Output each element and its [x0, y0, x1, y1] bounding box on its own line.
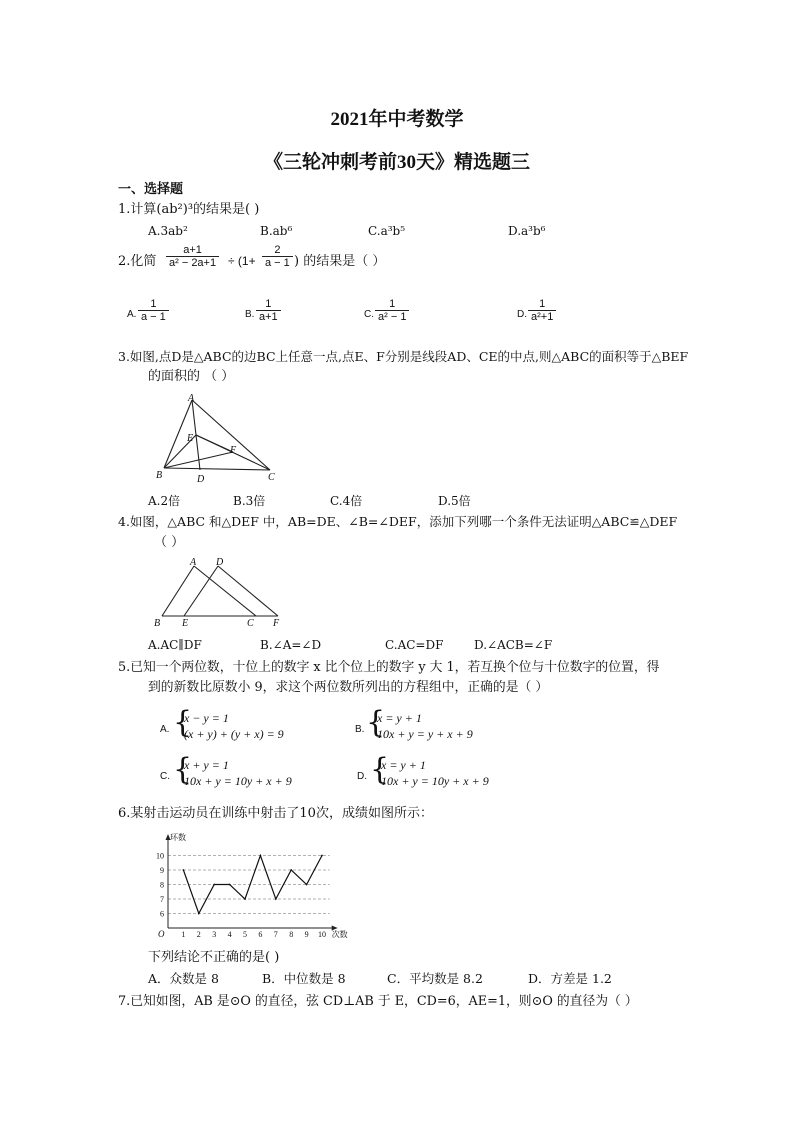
chart-x-tick-6: 6: [258, 930, 263, 939]
chart-y-tick-9: 9: [160, 866, 164, 875]
q5-option-d-label: D.: [357, 771, 367, 782]
q4-label-d: D: [216, 557, 224, 568]
q5-option-b: [377, 710, 473, 742]
chart-x-tick-9: 9: [304, 930, 309, 939]
q1-stem: 1.计算(ab²)³的结果是( ): [118, 202, 260, 217]
q1-option-c: C.a³b⁵: [368, 224, 406, 238]
chart-grid: [168, 856, 330, 914]
q2-prefix: 2.化简: [118, 254, 157, 269]
q2-suffix: ) 的结果是（ ）: [294, 254, 386, 269]
q2-option-c-label: C.: [364, 309, 374, 320]
q4-line2: （ ）: [154, 535, 185, 550]
q3-label-c: C: [268, 472, 275, 483]
q3-option-c: C.4倍: [330, 494, 363, 508]
q3-line2: 的面积的 （ ）: [148, 369, 235, 384]
q2-a-num: 1: [150, 298, 157, 310]
chart-point-5: [244, 898, 246, 900]
chart-point-6: [260, 855, 262, 857]
chart-y-tick-8: 8: [160, 880, 164, 890]
chart-point-1: [183, 869, 185, 871]
q2-divide: ÷ (1+: [228, 254, 256, 268]
q5-option-b-label: B.: [355, 724, 365, 735]
q2-a-den: a − 1: [138, 310, 169, 323]
q2-option-b: [256, 298, 281, 323]
q6-line-chart: [140, 830, 380, 942]
q5-option-d: [381, 757, 489, 789]
chart-x-tick-3: 3: [212, 930, 217, 939]
q3-label-f: F: [230, 445, 237, 456]
q3-line1: 3.如图,点D是△ABC的边BC上任意一点,点E、F分别是线段AD、CE的中点,则△ABC的面积等于△BEF: [118, 349, 689, 364]
q5-d-eq1: x = y + 1: [381, 758, 426, 772]
q5-b-brace: {: [366, 705, 386, 740]
q3-option-b: B.3倍: [233, 494, 266, 508]
chart-y-tick-6: 6: [160, 909, 164, 919]
q3-triangle-figure: [150, 392, 290, 484]
q2-fraction-2: [262, 244, 293, 269]
q2-f1-numerator: a+1: [183, 244, 202, 256]
q5-a-brace: {: [173, 705, 193, 740]
chart-x-tick-4: 4: [227, 930, 232, 939]
q5-a-eq2: (x + y) + (y + x) = 9: [184, 727, 284, 741]
q3-label-e: E: [187, 433, 194, 444]
q4-label-a: A: [190, 557, 197, 568]
q5-option-c-label: C.: [160, 771, 170, 782]
chart-origin-label: O: [158, 929, 165, 939]
q6-stem: 6.某射击运动员在训练中射击了10次，成绩如图所示：: [118, 806, 433, 821]
chart-point-3: [213, 884, 215, 886]
chart-x-tick-8: 8: [289, 930, 294, 939]
page-title: 2021年中考数学: [330, 109, 464, 130]
q5-option-a-label: A.: [160, 724, 170, 735]
chart-point-2: [198, 913, 200, 915]
chart-point-10: [321, 855, 323, 857]
q6-sub: 下列结论不正确的是( ): [148, 950, 280, 965]
q3-label-a: A: [188, 393, 195, 404]
q6-option-b: B．中位数是 8: [262, 971, 346, 986]
q5-line1: 5.已知一个两位数，十位上的数字 x 比个位上的数字 y 大 1，若互换个位与十位数字的位置，得: [118, 660, 660, 675]
q6-option-a: A．众数是 8: [148, 971, 219, 986]
q5-b-eq2: 10x + y = y + x + 9: [377, 727, 473, 741]
q2-f1-denominator: a² − 2a+1: [166, 256, 219, 269]
q4-triangles-figure: [150, 556, 290, 628]
q3-label-d: D: [197, 474, 205, 484]
q4-option-d: D.∠ACB=∠F: [474, 638, 553, 652]
q4-label-e: E: [182, 618, 189, 628]
q5-option-a: [184, 710, 284, 742]
q2-option-b-label: B.: [245, 309, 255, 320]
q3-option-d: D.5倍: [438, 494, 471, 508]
q2-option-d: [528, 298, 556, 323]
q1-option-a: A.3ab²: [148, 224, 188, 238]
q5-d-eq2: 10x + y = 10y + x + 9: [381, 774, 489, 788]
chart-x-axis-label: 次数: [331, 930, 348, 939]
chart-point-7: [275, 898, 277, 900]
q2-c-den: a² − 1: [375, 310, 409, 323]
q4-label-c: C: [247, 618, 254, 628]
q3-option-a: A.2倍: [148, 494, 181, 508]
section-heading: 一、选择题: [118, 182, 184, 197]
chart-x-tick-5: 5: [243, 930, 247, 939]
chart-x-tick-7: 7: [273, 930, 278, 939]
chart-point-9: [306, 884, 308, 886]
q2-c-num: 1: [389, 298, 396, 310]
q6-option-c: C．平均数是 8.2: [387, 971, 483, 986]
q2-option-a: [138, 298, 169, 323]
q2-f2-numerator: 2: [274, 244, 281, 256]
q7-stem: 7.已知如图，AB 是⊙O 的直径，弦 CD⊥AB 于 E，CD=6，AE=1，则⊙O 的直径为（ ）: [118, 994, 638, 1009]
q5-a-eq1: x − y = 1: [184, 711, 229, 725]
chart-axes: [166, 834, 338, 931]
q2-b-den: a+1: [256, 310, 281, 323]
q5-c-brace: {: [173, 752, 193, 787]
q2-fraction-1: [166, 244, 219, 269]
q6-option-d: D．方差是 1.2: [528, 971, 612, 986]
q2-d-num: 1: [539, 298, 546, 310]
q5-option-c: [184, 757, 292, 789]
chart-point-8: [290, 869, 292, 871]
q4-option-c: C.AC=DF: [385, 638, 444, 652]
q4-line1: 4.如图，△ABC 和△DEF 中，AB=DE、∠B=∠DEF，添加下列哪一个条件无法证明△ABC≌△DEF: [118, 514, 678, 529]
q2-option-c: [375, 298, 409, 323]
chart-y-tick-7: 7: [160, 895, 164, 904]
q1-option-d: D.a³b⁶: [508, 224, 546, 238]
chart-x-tick-1: 1: [181, 930, 186, 939]
q2-option-d-label: D.: [517, 309, 527, 320]
q5-b-eq1: x = y + 1: [377, 711, 422, 725]
q4-option-a: A.AC∥DF: [148, 638, 202, 652]
q5-c-eq1: x + y = 1: [184, 758, 229, 772]
q5-d-brace: {: [370, 752, 390, 787]
chart-y-tick-10: 10: [156, 851, 164, 861]
q5-line2: 到的新数比原数小 9，求这个两位数所列出的方程组中，正确的是（ ）: [148, 680, 549, 695]
q4-label-b: B: [154, 618, 161, 628]
chart-y-axis-label: 环数: [170, 833, 186, 842]
q2-f2-denominator: a − 1: [262, 256, 293, 269]
chart-x-tick-2: 2: [196, 930, 201, 939]
q4-option-b: B.∠A=∠D: [260, 638, 322, 652]
chart-x-tick-10: 10: [318, 930, 326, 939]
q2-d-den: a²+1: [528, 310, 556, 323]
q5-c-eq2: 10x + y = 10y + x + 9: [184, 774, 292, 788]
chart-point-4: [229, 884, 231, 886]
q2-option-a-label: A.: [127, 309, 137, 320]
q3-label-b: B: [156, 470, 163, 481]
q4-label-f: F: [273, 618, 280, 628]
page-subtitle: 《三轮冲刺考前30天》精选题三: [263, 152, 530, 173]
q2-b-num: 1: [265, 298, 272, 310]
q1-option-b: B.ab⁶: [260, 224, 293, 238]
